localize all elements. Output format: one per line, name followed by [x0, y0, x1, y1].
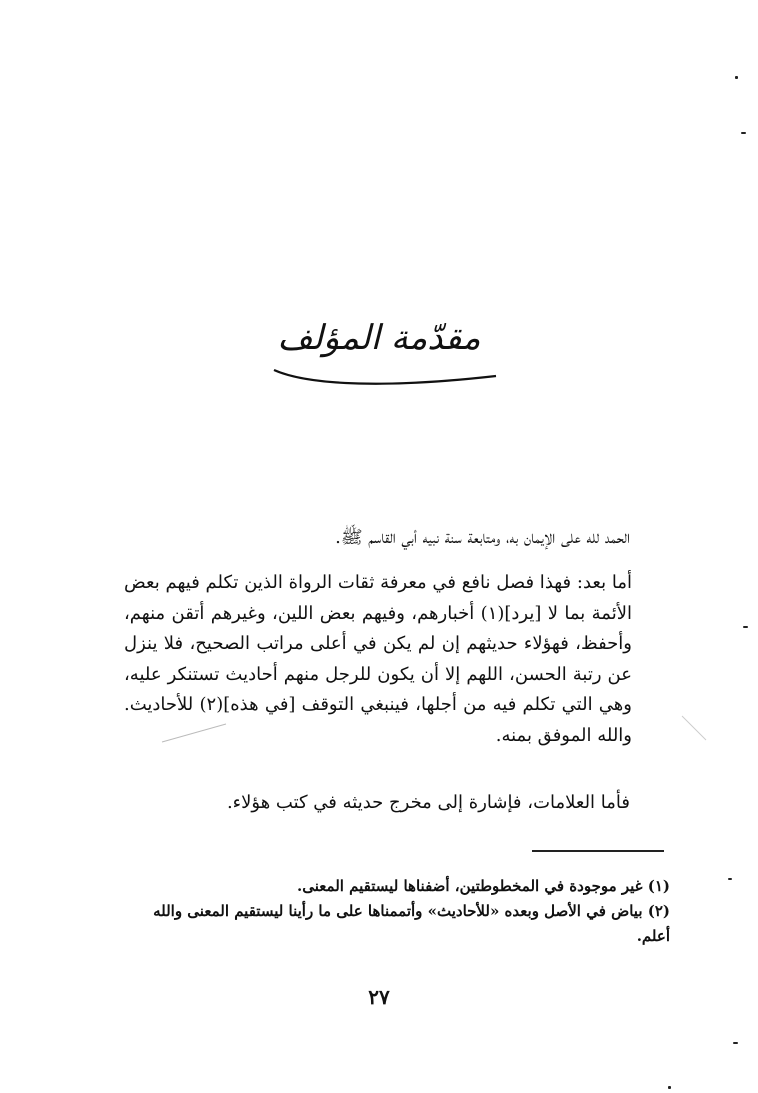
footnote-2: (٢) بياض في الأصل وبعده «للأحاديث» وأتممناها على ما رأينا ليستقيم المعنى والله أعلم. — [153, 902, 670, 945]
opening-paragraph: الحمد لله على الإيمان به، ومتابعة سنة نبيه أبي القاسم ﷺ. — [335, 527, 630, 548]
footnote-separator — [532, 850, 664, 852]
footnotes — [118, 874, 670, 949]
heading-swash-ornament — [270, 362, 500, 388]
scan-speck — [741, 132, 746, 134]
main-paragraph: أما بعد: فهذا فصل نافع في معرفة ثقات الرواة الذين تكلم فيهم بعض الأئمة بما لا [يرد](١) أخبارهم، وفيهم بعض اللين، وغيرهم أتقن منهم، وأحفظ، فهؤلاء حديثهم إن لم يكن في أعلى مراتب الصحيح، فلا ينزل عن رتبة الحسن، اللهم إلا أن يكون للرجل منهم أحاديث تستنكر عليه، وهي التي تكلم فيه من أجلها، فينبغي التوقف [في هذه](٢) للأحاديث. والله الموفق بمنه. — [124, 572, 632, 746]
scan-mark — [680, 714, 710, 744]
chapter-heading: مقدّمة المؤلف — [277, 318, 481, 358]
footnote-1: (١) غير موجودة في المخطوطتين، أضفناها ليستقيم المعنى. — [297, 877, 670, 895]
closing-paragraph: فأما العلامات، فإشارة إلى مخرج حديثه في كتب هؤلاء. — [226, 792, 630, 813]
scan-speck — [743, 626, 748, 628]
scan-speck — [728, 878, 732, 880]
scan-speck — [668, 1086, 671, 1089]
scan-mark — [160, 722, 230, 744]
page-number: ٢٧ — [368, 985, 390, 1009]
scan-speck — [733, 1042, 738, 1044]
scan-speck — [735, 76, 738, 79]
